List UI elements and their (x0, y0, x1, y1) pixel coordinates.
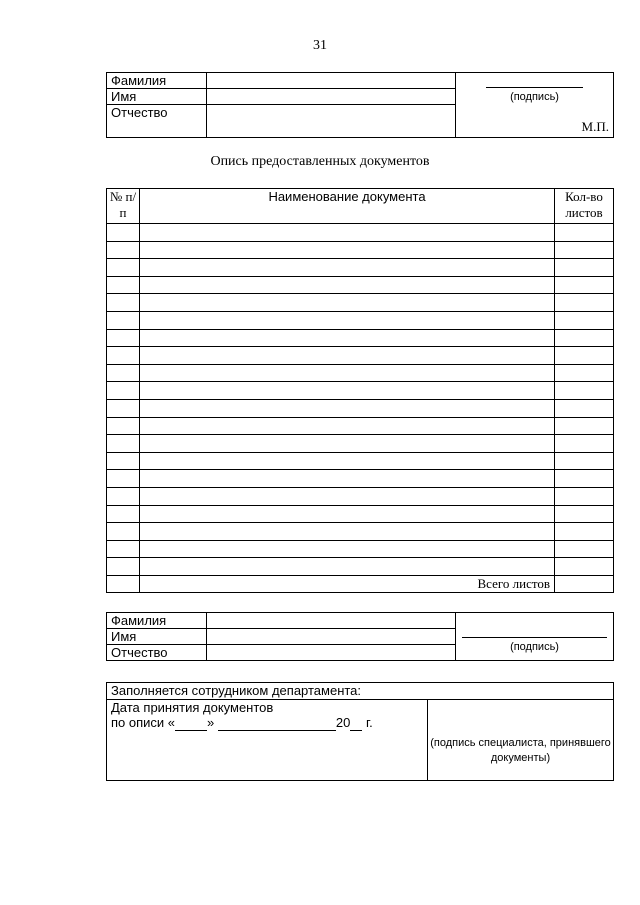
inventory-row (107, 505, 614, 523)
row-count-cell[interactable] (555, 311, 614, 329)
name2-label: Имя (107, 629, 207, 645)
year-blank[interactable] (350, 715, 362, 731)
row-name-cell[interactable] (140, 241, 555, 259)
inventory-row (107, 558, 614, 576)
inventory-row (107, 452, 614, 470)
row-count-cell[interactable] (555, 470, 614, 488)
row-number-cell[interactable] (107, 259, 140, 277)
row-count-cell[interactable] (555, 224, 614, 242)
row-number-cell[interactable] (107, 382, 140, 400)
row-number-cell[interactable] (107, 311, 140, 329)
inventory-table (106, 188, 614, 593)
inventory-row (107, 294, 614, 312)
row-count-cell[interactable] (555, 417, 614, 435)
signature-cell[interactable] (456, 73, 614, 138)
row-name-cell[interactable] (140, 259, 555, 277)
signature-line (486, 87, 583, 88)
row-count-cell[interactable] (555, 452, 614, 470)
date-prefix: по описи « (111, 715, 176, 730)
row-number-cell[interactable] (107, 294, 140, 312)
inventory-row (107, 329, 614, 347)
inventory-row (107, 487, 614, 505)
acceptance-date-cell[interactable] (107, 700, 428, 781)
row-count-cell[interactable] (555, 540, 614, 558)
month-blank[interactable] (218, 715, 336, 731)
row-count-cell[interactable] (555, 347, 614, 365)
inventory-row (107, 259, 614, 277)
row-count-cell[interactable] (555, 364, 614, 382)
patronymic2-label: Отчество (107, 645, 207, 661)
patronymic-field[interactable] (206, 105, 455, 138)
row-name-cell[interactable] (140, 294, 555, 312)
row-count-cell[interactable] (555, 505, 614, 523)
inventory-title: Опись предоставленных документов (210, 154, 430, 169)
row-number-cell[interactable] (107, 558, 140, 576)
day-blank[interactable] (175, 715, 207, 731)
row-name-cell[interactable] (140, 224, 555, 242)
col-count-header: Кол-во листов (555, 189, 614, 224)
row-name-cell[interactable] (140, 452, 555, 470)
row-count-cell[interactable] (555, 276, 614, 294)
signature-caption: (подпись) (510, 91, 559, 103)
row-number-cell[interactable] (107, 470, 140, 488)
row-count-cell[interactable] (555, 329, 614, 347)
row-name-cell[interactable] (140, 470, 555, 488)
row-count-cell[interactable] (555, 294, 614, 312)
inventory-row (107, 399, 614, 417)
row-number-cell[interactable] (107, 540, 140, 558)
inventory-row (107, 435, 614, 453)
specialist-signature-cell[interactable] (428, 700, 614, 781)
signature2-cell[interactable] (456, 613, 614, 661)
name-label: Имя (107, 89, 207, 105)
row-count-cell[interactable] (555, 382, 614, 400)
surname2-field[interactable] (206, 613, 455, 629)
row-number-cell[interactable] (107, 347, 140, 365)
applicant-table (106, 72, 614, 138)
inventory-row (107, 224, 614, 242)
row-number-cell[interactable] (107, 417, 140, 435)
row-number-cell[interactable] (107, 487, 140, 505)
row-name-cell[interactable] (140, 523, 555, 541)
row-name-cell[interactable] (140, 417, 555, 435)
department-table (106, 682, 614, 781)
inventory-row (107, 241, 614, 259)
row-count-cell[interactable] (555, 558, 614, 576)
row-name-cell[interactable] (140, 435, 555, 453)
row-number-cell[interactable] (107, 224, 140, 242)
row-name-cell[interactable] (140, 399, 555, 417)
row-name-cell[interactable] (140, 276, 555, 294)
row-name-cell[interactable] (140, 329, 555, 347)
row-name-cell[interactable] (140, 347, 555, 365)
row-count-cell[interactable] (555, 435, 614, 453)
row-number-cell[interactable] (107, 505, 140, 523)
row-name-cell[interactable] (140, 311, 555, 329)
inventory-row (107, 470, 614, 488)
patronymic2-field[interactable] (206, 645, 455, 661)
col-name-header: Наименование документа (140, 189, 555, 224)
inventory-row (107, 540, 614, 558)
row-number-cell[interactable] (107, 452, 140, 470)
col-number-header: № п/п (107, 189, 140, 224)
row-number-cell[interactable] (107, 435, 140, 453)
surname-field[interactable] (206, 73, 455, 89)
row-number-cell[interactable] (107, 399, 140, 417)
inventory-row (107, 364, 614, 382)
year-prefix: 20 (335, 715, 351, 730)
signature2-caption: (подпись) (510, 641, 559, 653)
total-count-cell[interactable] (555, 575, 614, 593)
total-empty-cell (107, 575, 140, 593)
inventory-row (107, 311, 614, 329)
row-name-cell[interactable] (140, 540, 555, 558)
row-count-cell[interactable] (555, 259, 614, 277)
total-row (107, 575, 614, 593)
acceptance-date-line (111, 715, 427, 731)
patronymic-label: Отчество (107, 105, 207, 138)
date-mid: » (207, 715, 215, 730)
specialist-signature-caption: (подпись специалиста, принявшего документы) (430, 737, 611, 764)
inventory-row (107, 417, 614, 435)
row-name-cell[interactable] (140, 505, 555, 523)
signature2-line (462, 637, 607, 638)
row-number-cell[interactable] (107, 276, 140, 294)
acceptance-date-label: Дата принятия документов (111, 700, 274, 715)
surname-label: Фамилия (107, 73, 207, 89)
row-name-cell[interactable] (140, 364, 555, 382)
inventory-row (107, 276, 614, 294)
inventory-row (107, 382, 614, 400)
row-count-cell[interactable] (555, 523, 614, 541)
row-name-cell[interactable] (140, 487, 555, 505)
applicant2-table (106, 612, 614, 661)
department-header: Заполняется сотрудником департамента: (107, 683, 614, 700)
surname2-label: Фамилия (107, 613, 207, 629)
name-field[interactable] (206, 89, 455, 105)
inventory-row (107, 523, 614, 541)
row-count-cell[interactable] (555, 399, 614, 417)
row-number-cell[interactable] (107, 523, 140, 541)
row-count-cell[interactable] (555, 241, 614, 259)
name2-field[interactable] (206, 629, 455, 645)
stamp-label: М.П. (581, 119, 609, 134)
total-label: Всего листов (140, 575, 555, 593)
row-number-cell[interactable] (107, 241, 140, 259)
row-number-cell[interactable] (107, 364, 140, 382)
row-number-cell[interactable] (107, 329, 140, 347)
date-suffix: г. (365, 715, 373, 730)
page-number: 31 (313, 38, 327, 53)
row-name-cell[interactable] (140, 558, 555, 576)
inventory-row (107, 347, 614, 365)
row-name-cell[interactable] (140, 382, 555, 400)
row-count-cell[interactable] (555, 487, 614, 505)
